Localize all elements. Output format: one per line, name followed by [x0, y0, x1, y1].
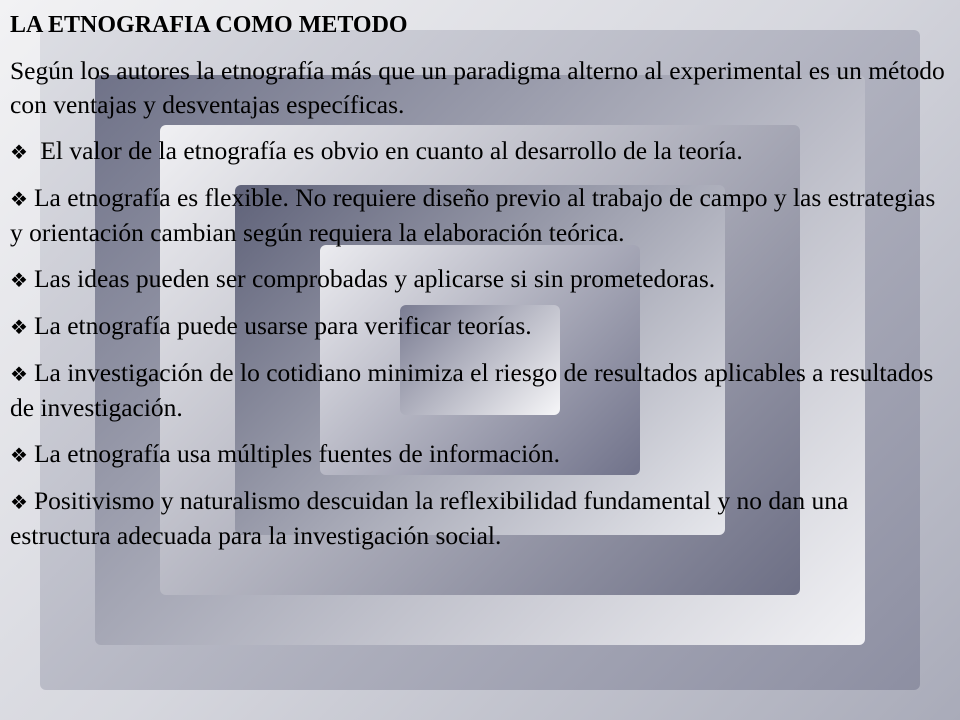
bullet-item [10, 181, 950, 250]
bullet-text: El valor de la etnografía es obvio en cuanto al desarrollo de la teoría. [33, 136, 743, 165]
diamond-bullet-icon: ❖ [10, 362, 28, 386]
bullet-text: Positivismo y naturalismo descuidan la reflexibilidad fundamental y no dan una estructura adecuada para la investigación social. [10, 486, 849, 550]
diamond-bullet-icon: ❖ [10, 187, 28, 211]
bullet-item [10, 437, 950, 472]
bullet-text: La etnografía puede usarse para verificar teorías. [33, 311, 532, 340]
bullet-item [10, 356, 950, 425]
bullet-item [10, 309, 950, 344]
bullet-text: La etnografía usa múltiples fuentes de información. [33, 439, 561, 468]
diamond-bullet-icon: ❖ [10, 490, 28, 514]
bullet-item [10, 262, 950, 297]
bullet-item [10, 134, 950, 169]
slide-title: LA ETNOGRAFIA COMO METODO [10, 12, 408, 38]
diamond-bullet-icon: ❖ [10, 140, 28, 164]
bullet-text: La investigación de lo cotidiano minimiza el riesgo de resultados aplicables a resultados de investigación. [10, 358, 934, 422]
bullet-item [10, 484, 950, 553]
intro-paragraph: Según los autores la etnografía más que un paradigma alterno al experimental es un método con ventajas y desventajas específicas. [10, 56, 945, 119]
bullet-text: Las ideas pueden ser comprobadas y aplicarse si sin prometedoras. [33, 264, 716, 293]
slide-content [10, 8, 950, 720]
diamond-bullet-icon: ❖ [10, 315, 28, 339]
bullet-text: La etnografía es flexible. No requiere diseño previo al trabajo de campo y las estrategias y orientación cambian según requiera la elaboración teórica. [10, 183, 936, 247]
diamond-bullet-icon: ❖ [10, 443, 28, 467]
diamond-bullet-icon: ❖ [10, 268, 28, 292]
